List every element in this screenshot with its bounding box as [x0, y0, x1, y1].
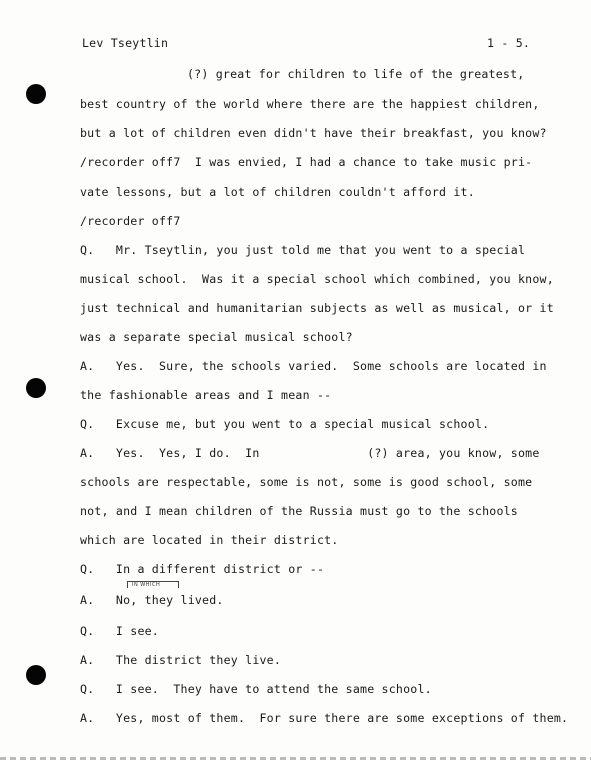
- transcript-line: not, and I mean children of the Russia must go to the schools: [80, 504, 518, 518]
- transcript-line: A. Yes, most of them. For sure there are some exceptions of them.: [80, 711, 569, 725]
- transcript-line: Q. I see.: [80, 624, 159, 638]
- speaker-name: Lev Tseytlin: [82, 36, 169, 50]
- transcript-line: but a lot of children even didn't have their breakfast, you know?: [80, 126, 547, 140]
- transcript-line: /recorder off7 I was envied, I had a chance to take music pri-: [80, 155, 533, 169]
- punch-hole: [26, 378, 46, 398]
- transcript-line: which are located in their district.: [80, 533, 339, 547]
- transcript-line: vate lessons, but a lot of children couldn't afford it.: [80, 185, 475, 199]
- punch-hole: [26, 84, 46, 104]
- transcript-line: Q. Mr. Tseytlin, you just told me that you went to a special: [80, 243, 526, 257]
- transcript-line: musical school. Was it a special school which combined, you know,: [80, 272, 554, 286]
- transcript-line: Q. I see. They have to attend the same school.: [80, 682, 432, 696]
- transcript-line: /recorder off7: [80, 214, 181, 228]
- transcript-line: just technical and humanitarian subjects as well as musical, or it: [80, 301, 554, 315]
- transcript-line: Q. Excuse me, but you went to a special musical school.: [80, 417, 490, 431]
- transcript-line: Q. In a different district or --: [80, 562, 325, 576]
- transcript-line: (?) great for children to life of the greatest,: [187, 67, 525, 81]
- transcript-line: A. Yes. Sure, the schools varied. Some schools are located in: [80, 359, 547, 373]
- transcript-line: was a separate special musical school?: [80, 330, 353, 344]
- page-number: 1 - 5.: [487, 36, 531, 50]
- transcript-line: A. No, they lived.: [80, 593, 224, 607]
- transcript-line: the fashionable areas and I mean --: [80, 388, 332, 402]
- transcript-line: schools are respectable, some is not, some is good school, some: [80, 475, 533, 489]
- transcript-line: A. Yes. Yes, I do. In (?) area, you know, some: [80, 446, 540, 460]
- transcript-line: best country of the world where there are the happiest children,: [80, 97, 540, 111]
- punch-hole: [26, 665, 46, 685]
- handwritten-insert: IN WHICH: [132, 582, 161, 588]
- transcript-line: A. The district they live.: [80, 653, 282, 667]
